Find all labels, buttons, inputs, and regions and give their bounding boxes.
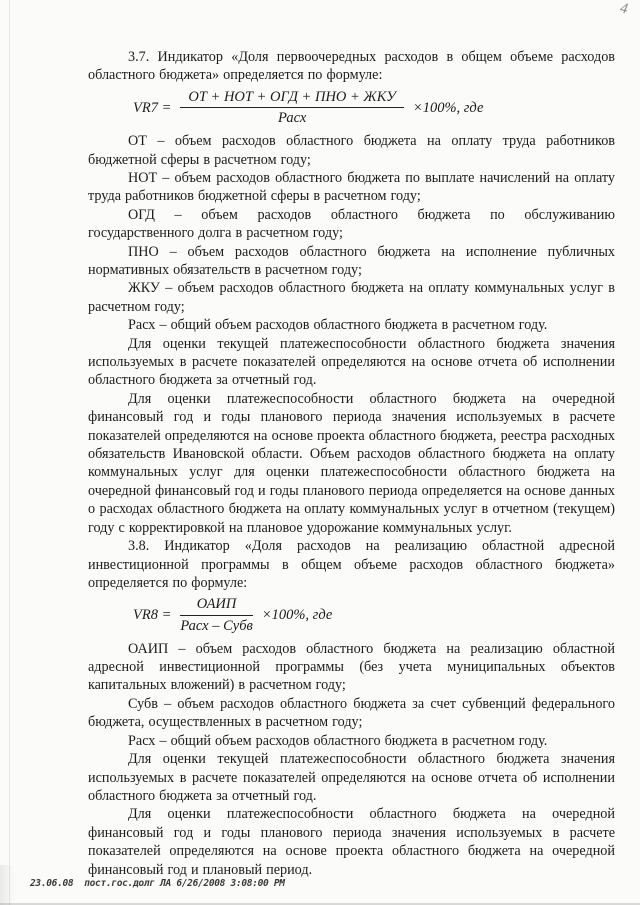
scan-corner-shadow xyxy=(0,865,14,905)
paragraph: Расх – общий объем расходов областного бюджета в расчетном году. xyxy=(128,317,548,334)
formula xyxy=(88,89,615,127)
formula-lhs: VR8 = xyxy=(133,607,172,624)
paragraph: ПНО – объем расходов областного бюджета на исполнение публичных нормативных обязательств в расчетном году; xyxy=(88,243,615,278)
paragraph: НОТ – объем расходов областного бюджета по выплате начислений на оплату труда работников бюджетной сферы в расчетном году; xyxy=(88,169,615,205)
fraction-numerator: ОАИП xyxy=(180,596,252,616)
fraction-denominator: Расх – Субв xyxy=(180,617,253,634)
fraction xyxy=(180,596,252,634)
paragraph: 3.7. Индикатор «Доля первоочередных расходов в общем объеме расходов областного бюджета» определяется по формуле: xyxy=(88,49,615,84)
fraction-denominator: Расх xyxy=(278,110,307,127)
scan-edge-left xyxy=(9,0,10,905)
formula-rhs: ×100%, где xyxy=(261,607,333,624)
paragraph: ОТ – объем расходов областного бюджета на оплату труда работников бюджетной сферы в расчетном году; xyxy=(88,133,615,168)
footer-stamp: 23.06.08 пост.гос.долг ЛА 6/26/2008 3:08:00 PM xyxy=(30,878,285,889)
fraction xyxy=(180,89,404,127)
paragraph: Расх – общий объем расходов областного бюджета в расчетном году. xyxy=(128,732,548,749)
formula-rhs: ×100%, где xyxy=(412,99,484,116)
paragraph: Для оценки платежеспособности областного бюджета на очередной финансовый год и годы планового периода значения используемых в расчете показателей определяются на основе проекта областного бюджета, реестра расходных обязательств Ивановской области. Объем расходов областного бюджета на оплату коммунальных услуг для оценки платежеспособности областного бюджета на очередной финансовый год и годы планового периода определяется на основе данных о расходах областного бюджета на оплату коммунальных услуг в отчетном (текущем) году с корректировкой на плановое удорожание коммунальных услуг. xyxy=(88,390,615,536)
formula-lhs: VR7 = xyxy=(133,99,172,116)
document-body xyxy=(88,48,615,879)
paragraph: ОГД – объем расходов областного бюджета по обслуживанию государственного долга в расчетном году; xyxy=(88,206,615,242)
paragraph: Субв – объем расходов областного бюджета за счет субвенций федерального бюджета, осуществленных в расчетном году; xyxy=(88,695,615,731)
fraction-numerator: ОТ + НОТ + ОГД + ПНО + ЖКУ xyxy=(180,89,404,109)
paragraph: Для оценки текущей платежеспособности областного бюджета значения используемых в расчете показателей определяются на основе отчета об исполнении областного бюджета за отчетный год. xyxy=(88,335,615,389)
paragraph: ОАИП – объем расходов областного бюджета на реализацию областной адресной инвестиционной программы (без учета муниципальных объектов капитальных вложений) в расчетном году; xyxy=(88,640,615,694)
paragraph: Для оценки текущей платежеспособности областного бюджета значения используемых в расчете показателей определяются на основе отчета об исполнении областного бюджета за отчетный год. xyxy=(88,751,615,804)
formula xyxy=(88,596,615,634)
paragraph: Для оценки платежеспособности областного бюджета на очередной финансовый год и годы планового периода значения используемых в расчете показателей определяются на основе проекта областного бюджета на очередной финансовый год и плановый период. xyxy=(88,806,615,878)
handwritten-page-mark: 4 xyxy=(618,0,630,18)
paragraph: 3.8. Индикатор «Доля расходов на реализацию областной адресной инвестиционной программы в общем объеме расходов областного бюджета» определяется по формуле: xyxy=(88,538,615,591)
paragraph: ЖКУ – объем расходов областного бюджета на оплату коммунальных услуг в расчетном году; xyxy=(88,280,615,315)
